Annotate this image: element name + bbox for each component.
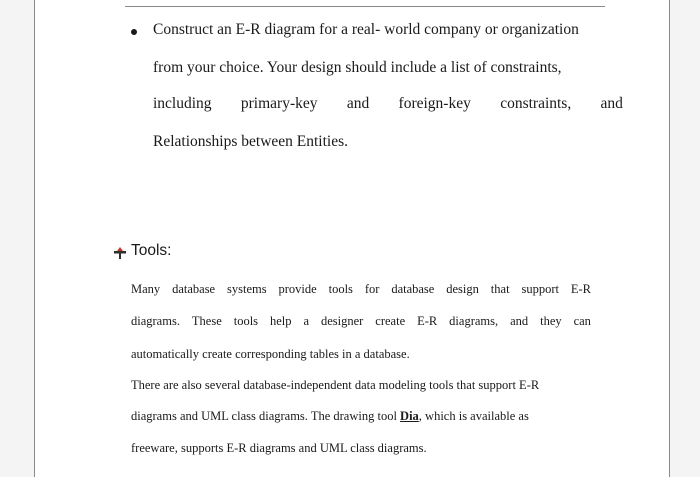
bullet-line-2: from your choice. Your design should include a list of constraints, (153, 59, 562, 76)
tools-heading: Tools: (131, 242, 172, 259)
tools-para1-line1-word: database (391, 282, 435, 296)
tools-para1-line2-word: E-R (417, 314, 438, 328)
tools-para1-line1-word: systems (227, 282, 267, 296)
tools-para2-line2 (131, 407, 591, 425)
bullet-line-3-word: including (153, 95, 212, 112)
bullet-line-3-word: primary-key (240, 95, 318, 112)
para2-line2-text-before: diagrams and UML class diagrams. The drawing tool (131, 409, 401, 423)
tools-para1-line2-word: they (540, 314, 562, 328)
tools-para1-line1-word: that (490, 282, 510, 296)
tools-para1-line2 (131, 312, 591, 330)
tools-para1-line2-word: designer (320, 314, 364, 328)
dia-link[interactable]: Dia (400, 409, 419, 423)
tools-para1-line1-word: database (172, 282, 216, 296)
tools-para1-line1-word: E-R (570, 282, 591, 296)
tools-para1-line2-word: diagrams, (449, 314, 499, 328)
tools-para1-line2-word: a (303, 314, 310, 328)
tools-para1-line2-word: help (269, 314, 292, 328)
tools-para2-line3: freeware, supports E-R diagrams and UML class diagrams. (131, 441, 427, 455)
document-page (34, 0, 670, 477)
bullet-dot-icon (131, 29, 137, 35)
tools-para1-line1-word: for (364, 282, 380, 296)
tools-para1-line1 (131, 280, 591, 298)
bullet-line-3-word: foreign-key (398, 95, 471, 112)
tools-para1-line2-word: can (573, 314, 591, 328)
tools-para1-line2-word: tools (233, 314, 259, 328)
tools-para1-line2-word: and (510, 314, 529, 328)
tools-para1-line1-word: support (521, 282, 559, 296)
bullet-line-1: Construct an E-R diagram for a real- world company or organization (153, 21, 579, 38)
tools-para1-line1-word: provide (278, 282, 317, 296)
para2-line2-text-after: , which is available as (418, 409, 529, 423)
bullet-line-3 (153, 94, 623, 114)
tools-para1-line1-word: Many (131, 282, 161, 296)
tools-para2-line1: There are also several database-independent data modeling tools that support E-R (131, 378, 540, 392)
tools-para1-line3: automatically create corresponding tables in a database. (131, 347, 410, 361)
bullet-line-4: Relationships between Entities. (153, 133, 349, 150)
top-rule (125, 6, 605, 7)
tools-para1-line1-word: design (446, 282, 479, 296)
tools-para1-line1-word: tools (328, 282, 353, 296)
bullet-line-3-word: constraints, (500, 95, 572, 112)
tools-para1-line2-word: create (375, 314, 406, 328)
push-pin-icon (113, 246, 127, 260)
tools-para1-line2-word: diagrams. (131, 314, 180, 328)
bullet-line-3-word: and (346, 95, 370, 112)
bullet-line-3-word: and (600, 95, 623, 112)
tools-para1-line2-word: These (191, 314, 222, 328)
